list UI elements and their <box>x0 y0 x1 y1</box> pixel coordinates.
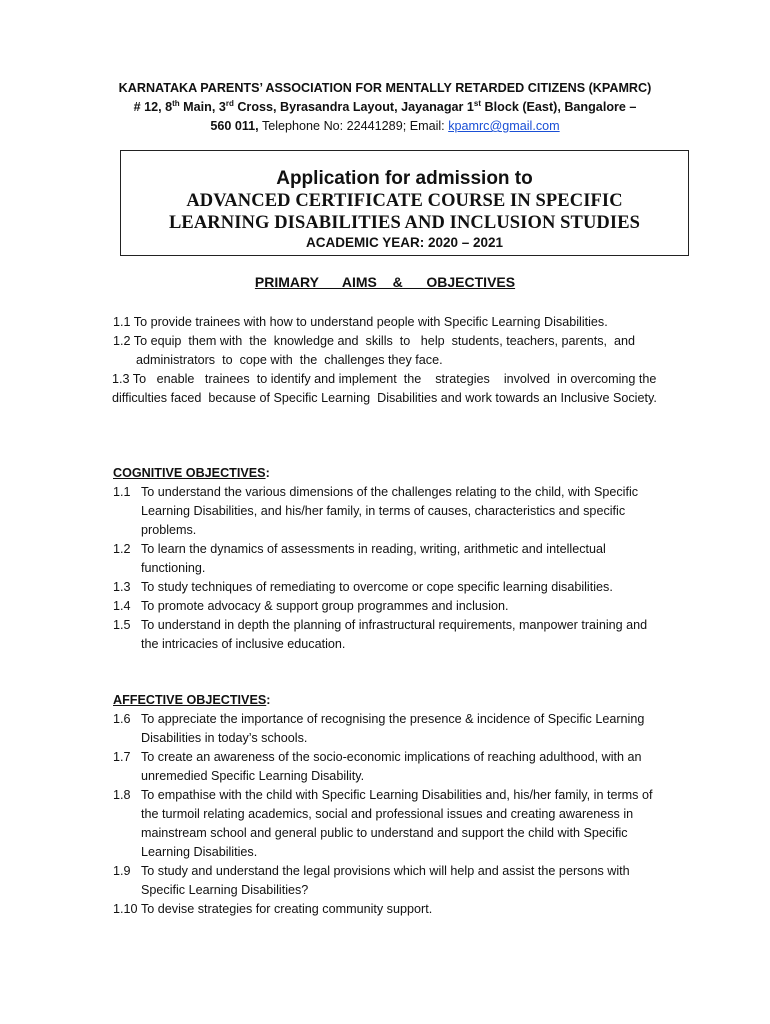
list-item: 1.2 To learn the dynamics of assessments in reading, writing, arithmetic and intellectual functioning. <box>113 542 606 575</box>
org-header <box>60 79 710 136</box>
email-link[interactable]: kpamrc@gmail.com <box>448 119 560 133</box>
title-box <box>120 150 689 256</box>
list-item: 1.1 To understand the various dimensions of the challenges relating to the child, with Specific Learning Disabilities, and his/her family, in terms of causes, characteristics and specific problems. <box>113 485 639 537</box>
affective-heading: AFFECTIVE OBJECTIVES: <box>113 693 271 707</box>
list-item: 1.2 To equip them with the knowledge and skills to help students, teachers, parents, and administrators to cope with the challenges they face. <box>113 334 639 367</box>
list-item: 1.3 To study techniques of remediating to overcome or cope specific learning disabilities. <box>113 580 613 594</box>
list-item: 1.1 To provide trainees with how to understand people with Specific Learning Disabilities. <box>113 315 608 329</box>
list-item: 1.10 To devise strategies for creating community support. <box>113 902 433 916</box>
list-item: 1.9 To study and understand the legal provisions which will help and assist the persons with Specific Learning Disabilities? <box>113 864 630 897</box>
aims-heading: PRIMARY AIMS & OBJECTIVES <box>254 274 516 290</box>
list-item: 1.3 To enable trainees to identify and implement the strategies involved in overcoming the difficulties faced because of Specific Learning Disabilities and work towards an Inclusive Society. <box>112 372 660 405</box>
org-name: KARNATAKA PARENTS’ ASSOCIATION FOR MENTALLY RETARDED CITIZENS (KPAMRC) <box>118 81 652 95</box>
title-line-3: LEARNING DISABILITIES AND INCLUSION STUDIES <box>168 213 641 233</box>
list-item: 1.6 To appreciate the importance of recognising the presence & incidence of Specific Learning Disabilities in today’s schools. <box>113 712 645 745</box>
title-line-2: ADVANCED CERTIFICATE COURSE IN SPECIFIC <box>186 191 623 211</box>
list-item: 1.8 To empathise with the child with Specific Learning Disabilities and, his/her family, in terms of the turmoil relating academics, social and professional issues and creating awareness in mainstream school and general public to understand and support the child with Specific Learning Disabilities. <box>113 788 653 859</box>
affective-section <box>113 691 661 919</box>
org-address: # 12, 8th Main, 3rd Cross, Byrasandra Layout, Jayanagar 1st Block (East), Bangalore – <box>133 98 637 114</box>
cognitive-section <box>113 464 658 654</box>
primary-aims-list <box>113 313 673 408</box>
academic-year: ACADEMIC YEAR: 2020 – 2021 <box>305 235 504 250</box>
org-contact: 560 011, Telephone No: 22441289; Email: kpamrc@gmail.com <box>210 119 560 133</box>
list-item: 1.5 To understand in depth the planning of infrastructural requirements, manpower training and the intricacies of inclusive education. <box>113 618 648 651</box>
cognitive-heading: COGNITIVE OBJECTIVES: <box>113 466 270 480</box>
list-item: 1.4 To promote advocacy & support group programmes and inclusion. <box>113 599 509 613</box>
list-item: 1.7 To create an awareness of the socio-economic implications of reaching adulthood, with an unremedied Specific Learning Disability. <box>113 750 642 783</box>
title-line-1: Application for admission to <box>276 168 533 189</box>
